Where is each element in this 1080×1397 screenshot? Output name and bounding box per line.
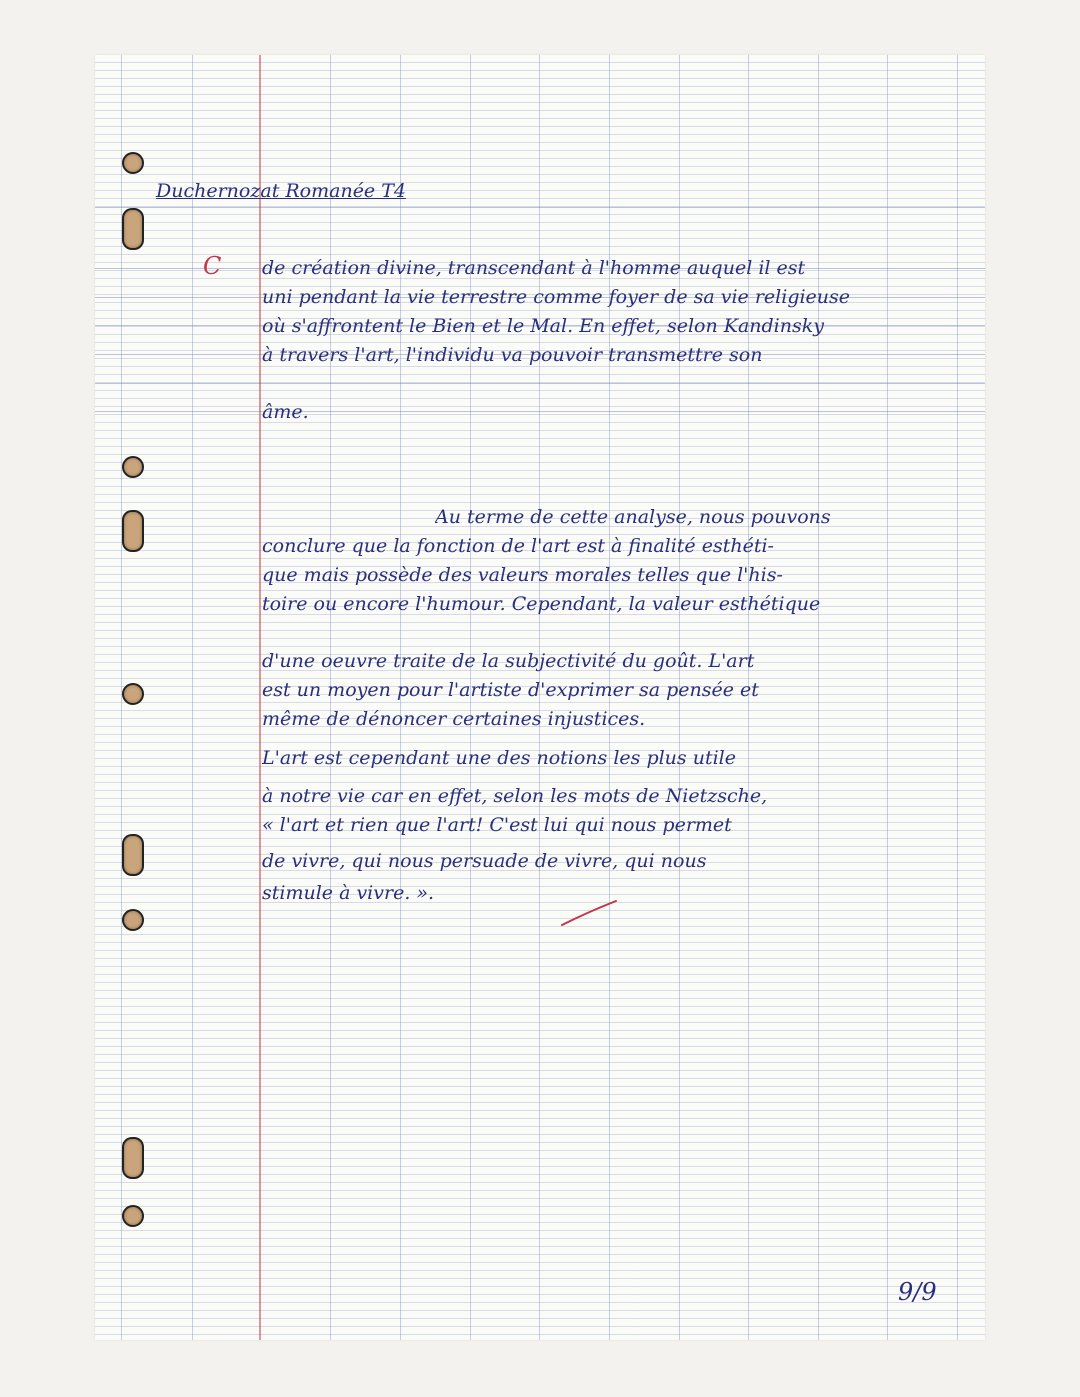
text-line: âme. <box>262 401 309 423</box>
text-line: à travers l'art, l'individu va pouvoir transmettre son <box>262 344 763 366</box>
margin-rule <box>259 55 261 1340</box>
text-line: L'art est cependant une des notions les plus utile <box>262 747 736 769</box>
binder-hole <box>122 683 144 705</box>
text-line: où s'affrontent le Bien et le Mal. En effet, selon Kandinsky <box>262 315 824 337</box>
text-line: conclure que la fonction de l'art est à finalité esthéti- <box>262 535 774 557</box>
text-line: que mais possède des valeurs morales telles que l'his- <box>262 564 783 586</box>
binder-hole <box>122 834 144 876</box>
binder-hole <box>122 909 144 931</box>
text-line: « l'art et rien que l'art! C'est lui qui nous permet <box>262 814 732 836</box>
text-line: stimule à vivre. ». <box>262 882 435 904</box>
binder-hole <box>122 456 144 478</box>
student-name-header: Duchernozat Romanée T4 <box>156 180 406 202</box>
text-line: même de dénoncer certaines injustices. <box>262 708 646 730</box>
binder-hole <box>122 1205 144 1227</box>
binder-hole <box>122 208 144 250</box>
text-line: uni pendant la vie terrestre comme foyer de sa vie religieuse <box>262 286 851 308</box>
text-line: de création divine, transcendant à l'homme auquel il est <box>262 257 806 279</box>
page-number: 9/9 <box>898 1278 937 1306</box>
grid-line <box>95 383 985 384</box>
text-line: d'une oeuvre traite de la subjectivité du goût. L'art <box>262 650 755 672</box>
binder-hole <box>122 510 144 552</box>
check-mark-icon <box>560 898 618 928</box>
text-line: Au terme de cette analyse, nous pouvons <box>435 506 831 528</box>
binder-hole <box>122 1137 144 1179</box>
text-line: à notre vie car en effet, selon les mots de Nietzsche, <box>262 785 768 807</box>
margin-correction-mark: C <box>203 252 222 280</box>
text-line: est un moyen pour l'artiste d'exprimer sa pensée et <box>262 679 759 701</box>
grid-line <box>95 207 985 208</box>
text-line: de vivre, qui nous persuade de vivre, qui nous <box>262 850 707 872</box>
text-line: toire ou encore l'humour. Cependant, la valeur esthétique <box>262 593 821 615</box>
grid-line <box>192 55 193 1340</box>
binder-hole <box>122 152 144 174</box>
